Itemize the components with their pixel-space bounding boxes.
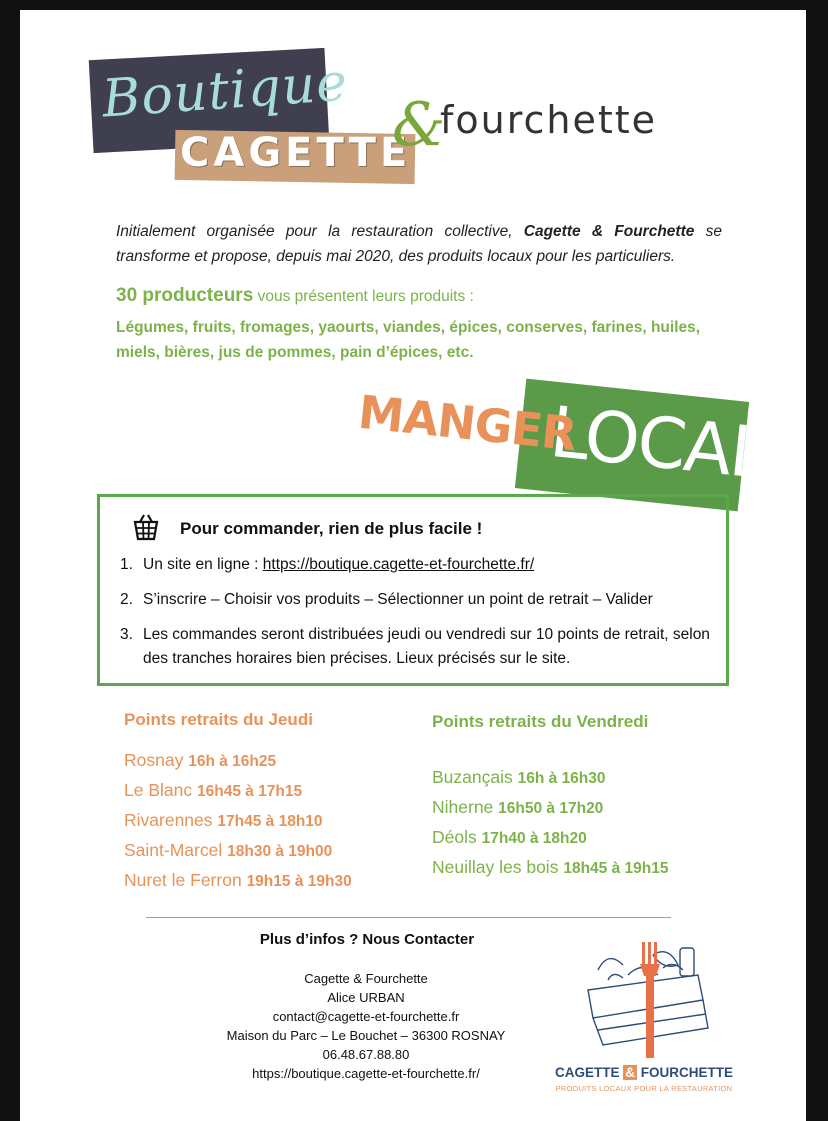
pickup-point <box>124 836 352 866</box>
step-text: S’inscrire – Choisir vos produits – Sélectionner un point de retrait – Valider <box>143 591 653 608</box>
pickup-place: Buzançais <box>432 767 513 787</box>
step-text: Les commandes seront distribuées jeudi ou vendredi sur 10 points de retrait, selon des tranches horaires bien précises. Lieux précisés sur le site. <box>143 626 710 667</box>
jeudi-points <box>124 746 352 896</box>
contact-email[interactable]: contact@cagette-et-fourchette.fr <box>272 1009 460 1024</box>
pickup-time: 16h à 16h25 <box>188 753 277 770</box>
pickup-point <box>124 806 352 836</box>
logo-cagette-text: CAGETTE <box>180 130 412 176</box>
local-banner-text: LOCAL <box>546 390 772 496</box>
intro-text-2: se transforme et propose, depuis mai 2020, des produits locaux pour les particuliers. <box>116 223 722 265</box>
pickup-place: Le Blanc <box>124 780 193 800</box>
order-title: Pour commander, rien de plus facile ! <box>180 519 483 538</box>
pickup-time: 17h40 à 18h20 <box>481 830 587 847</box>
section-divider <box>146 917 671 918</box>
basket-icon <box>131 512 161 542</box>
jeudi-title: Points retraits du Jeudi <box>124 710 313 729</box>
pickup-place: Rivarennes <box>124 810 213 830</box>
pickup-time: 17h45 à 18h10 <box>217 813 323 830</box>
pickup-place: Nuret le Ferron <box>124 870 242 890</box>
manger-banner-text: MANGER <box>355 384 579 462</box>
pickup-place: Niherne <box>432 797 494 817</box>
logo-boutique-text: Boutique <box>100 52 350 130</box>
pickup-point <box>432 793 668 823</box>
boutique-link[interactable]: https://boutique.cagette-et-fourchette.fr/ <box>262 556 535 573</box>
step-number: 1. <box>120 556 133 573</box>
intro-text-1: Initialement organisée pour la restauration collective, <box>116 223 524 240</box>
crate-fork-illustration <box>568 940 718 1060</box>
pickup-place: Rosnay <box>124 750 184 770</box>
logo-fourchette-text: fourchette <box>440 98 658 142</box>
products-list: Légumes, fruits, fromages, yaourts, viandes, épices, conserves, farines, huiles, miels, bières, jus de pommes, pain d’épices, etc. <box>116 319 701 361</box>
contact-address: Maison du Parc – Le Bouchet – 36300 ROSNAY <box>226 1028 506 1043</box>
contact-block <box>216 969 516 1083</box>
intro-paragraph <box>116 219 722 269</box>
pickup-point <box>124 776 352 806</box>
step-number: 2. <box>120 591 133 608</box>
pickup-time: 18h45 à 19h15 <box>563 860 669 877</box>
order-steps <box>120 553 720 682</box>
flyer-page <box>20 10 806 1121</box>
intro-brand: Cagette & Fourchette <box>523 223 695 240</box>
step-text: Un site en ligne : <box>143 556 263 573</box>
producers-count: 30 producteurs <box>116 285 254 306</box>
pickup-time: 16h50 à 17h20 <box>498 800 604 817</box>
pickup-place: Saint-Marcel <box>124 840 223 860</box>
contact-phone: 06.48.67.88.80 <box>322 1047 410 1062</box>
brand-ampersand: & <box>625 1065 635 1080</box>
pickup-point <box>432 763 668 793</box>
pickup-place: Déols <box>432 827 477 847</box>
pickup-time: 16h45 à 17h15 <box>196 783 303 800</box>
order-step-2 <box>120 588 720 612</box>
order-step-3 <box>120 623 720 671</box>
contact-title: Plus d’infos ? Nous Contacter <box>259 931 475 948</box>
pickup-time: 19h15 à 19h30 <box>246 873 352 890</box>
contact-website[interactable]: https://boutique.cagette-et-fourchette.fr/ <box>252 1066 480 1081</box>
pickup-point <box>124 746 352 776</box>
contact-name: Cagette & Fourchette <box>304 971 428 986</box>
pickup-point <box>124 866 352 896</box>
brand-name-right: FOURCHETTE <box>637 1065 733 1080</box>
producers-line <box>116 285 736 307</box>
logo-ampersand: & <box>392 90 446 160</box>
order-step-1 <box>120 553 720 577</box>
pickup-time: 18h30 à 19h00 <box>227 843 333 860</box>
producers-text: vous présentent leurs produits : <box>253 288 474 305</box>
pickup-point <box>432 853 668 883</box>
pickup-point <box>432 823 668 853</box>
pickup-time: 16h à 16h30 <box>517 770 606 787</box>
vendredi-title: Points retraits du Vendredi <box>432 712 649 731</box>
contact-person: Alice URBAN <box>327 990 405 1005</box>
brand-name <box>550 1065 738 1080</box>
brand-tagline: PRODUITS LOCAUX POUR LA RESTAURATION <box>555 1084 733 1093</box>
vendredi-points <box>432 763 668 883</box>
step-number: 3. <box>120 626 133 643</box>
brand-name-left: CAGETTE <box>554 1065 624 1080</box>
pickup-place: Neuillay les bois <box>432 857 559 877</box>
